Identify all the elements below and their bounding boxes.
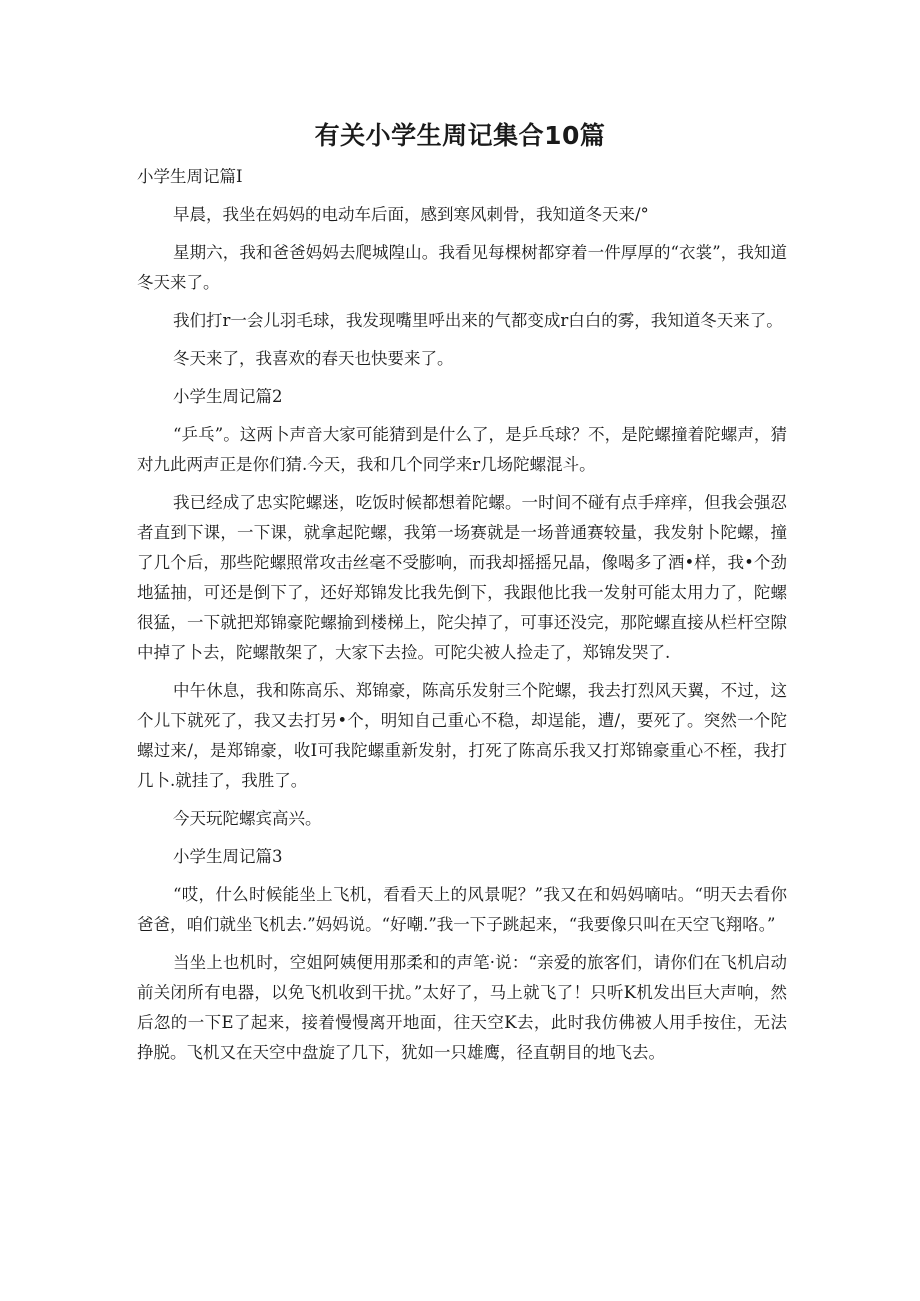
section-heading-2: 小学生周记篇2	[173, 387, 283, 406]
paragraph: 星期六，我和爸爸妈妈去爬城隍山。我看见每棵树都穿着一件厚厚的“衣裳”，我知道冬天来了。	[137, 243, 787, 292]
paragraph: 我已经成了忠实陀螺迷，吃饭时候都想着陀螺。一时间不碰有点手痒痒，但我会强忍者直到下课，一下课，就拿起陀螺，我第一场赛就是一场普通赛较量，我发射卜陀螺，撞了几个后，那些陀螺照常攻击丝毫不受膨响，而我却摇摇兄晶，像喝多了酒•样，我•个劲地猛抽，可还是倒下了，还好郑锦发比我先倒下，我跟他比我一发射可能太用力了，陀螺很猛，一下就把郑锦豪陀螺揄到楼梯上，陀尖掉了，可事还没完，那陀螺直接从栏杆空隙中掉了卜去，陀螺散架了，大家下去捡。可陀尖被人捡走了，郑锦发哭了.	[137, 493, 787, 662]
paragraph: “乒乓”。这两卜声音大家可能猜到是什么了，是乒乓球？不，是陀螺撞着陀螺声，猜对九此两声正是你们猜.今天，我和几个同学来r几场陀螺混斗。	[137, 425, 787, 474]
paragraph: 今天玩陀螺宾高兴。	[173, 809, 322, 828]
paragraph: 早晨，我坐在妈妈的电动车后面，感到寒风刺骨，我知道冬天来/°	[173, 205, 649, 224]
section-heading-1: 小学生周记篇I	[137, 167, 243, 186]
document-title: 有关小学生周记集合10篇	[314, 121, 606, 150]
paragraph: 当坐上也机时，空姐阿姨便用那柔和的声笔·说：“亲爱的旅客们，请你们在飞机启动前关闭所有电器，以免飞机收到干扰。”太好了，马上就飞了！只听K机发出巨大声响，然后忽的一下E了起来，接着慢慢离开地面，往天空K去，此时我仿佛被人用手按住，无法挣脱。飞机又在天空中盘旋了几下，犹如一只雄鹰，径直朝目的地飞去。	[137, 953, 787, 1062]
paragraph: 我们打r一会儿羽毛球，我发现嘴里呼出来的气都变成r白白的雾，我知道冬天来了。	[173, 311, 783, 330]
document-body	[137, 162, 787, 1076]
paragraph: 冬天来了，我喜欢的春天也快要来了。	[173, 349, 454, 368]
section-heading-3: 小学生周记篇3	[173, 847, 283, 866]
paragraph: 中午休息，我和陈高乐、郑锦豪，陈高乐发射三个陀螺，我去打烈风天翼，不过，这个儿下就死了，我又去打另•个，明知自己重心不稳，却逞能，遭/，要死了。突然一个陀螺过来/，是郑锦豪，收I可我陀螺重新发射，打死了陈高乐我又打郑锦豪重心不桎，我打几卜.就挂了，我胜了。	[137, 681, 787, 790]
paragraph: “哎，什么时候能坐上飞机，看看天上的风景呢？”我又在和妈妈嘀咕。“明天去看你爸爸，咱们就坐飞机去.”妈妈说。“好嘲.”我一下子跳起来，“我要像只叫在天空飞翔咯。”	[137, 885, 787, 934]
